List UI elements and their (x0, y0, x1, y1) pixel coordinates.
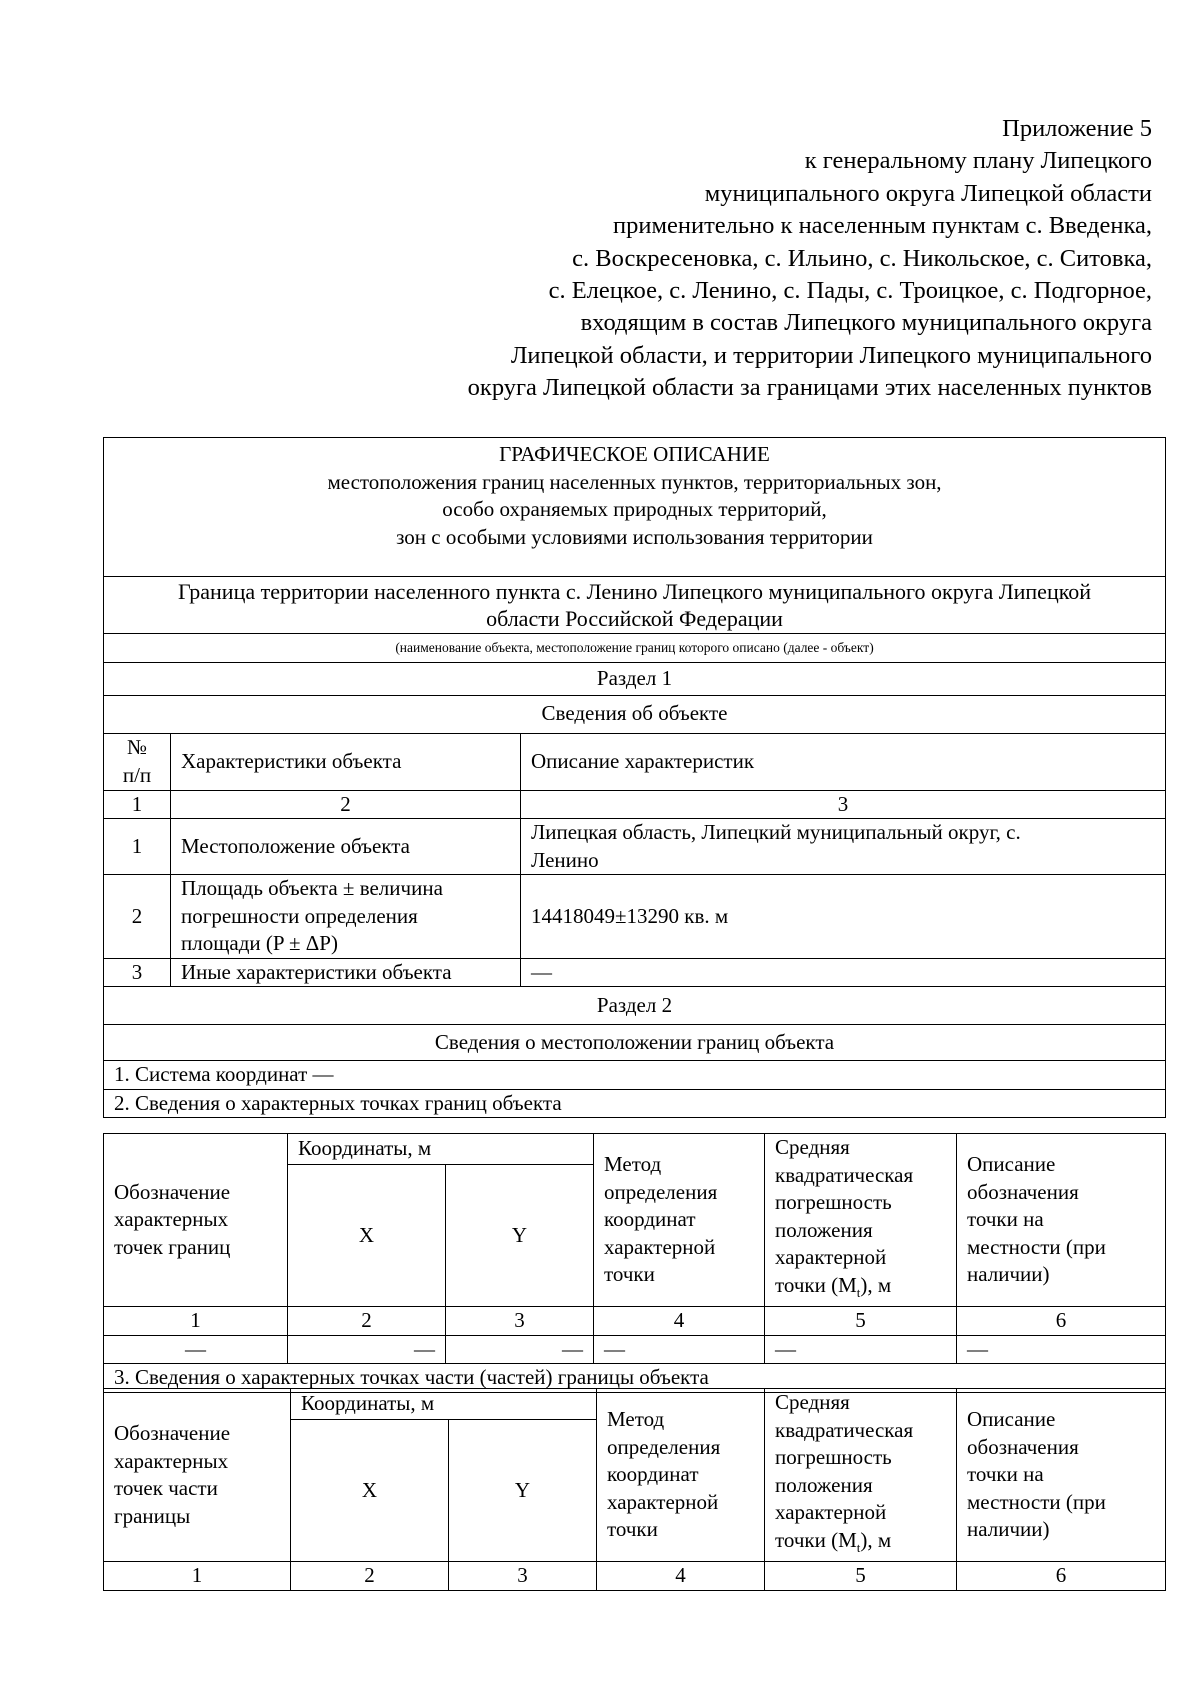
cell-line: Описание (967, 1407, 1056, 1432)
header-line: Липецкой области, и территории Липецкого муниципального (510, 341, 1152, 369)
col-number: 2 (171, 790, 521, 819)
cell: — (104, 1335, 288, 1364)
cell: — (446, 1335, 594, 1364)
cell-line: Обозначение (114, 1421, 231, 1446)
appendix-header (468, 113, 1152, 405)
cell-line: квадратическая (775, 1162, 914, 1187)
row-num: 3 (104, 958, 171, 987)
subscript: t (856, 1539, 861, 1555)
cell-line: Описание (967, 1152, 1056, 1177)
cell-line: характерных (114, 1207, 229, 1232)
cell-line: точки на (967, 1462, 1044, 1487)
cell-line: Средняя (775, 1135, 850, 1159)
cell-line: квадратическая (775, 1417, 914, 1442)
col-number: 2 (288, 1307, 446, 1336)
text: точки (M (775, 1272, 857, 1297)
section1-heading: Раздел 1 (104, 662, 1166, 695)
cell-line: точки (607, 1517, 658, 1542)
cell-line: Иные характеристики объекта (181, 959, 452, 984)
title-sub-line: местоположения границ населенных пунктов, территориальных зон, (327, 469, 942, 494)
cell-line: местности (при (967, 1234, 1106, 1259)
cell-line: характерной (607, 1489, 719, 1514)
text: ), м (860, 1527, 892, 1552)
header-line: к генеральному плану Липецкого (804, 147, 1152, 175)
header-num-line: № (126, 735, 148, 759)
part-points-table (103, 1388, 1166, 1591)
section1-subheading: Сведения об объекте (104, 695, 1166, 733)
col-number: 6 (957, 1307, 1166, 1336)
cell-line (775, 1272, 946, 1307)
object-name-line: области Российской Федерации (486, 606, 783, 631)
method-header (597, 1389, 765, 1562)
row-description (521, 958, 1166, 987)
row-num: 1 (104, 819, 171, 875)
col-number: 5 (765, 1307, 957, 1336)
desc-header (957, 1389, 1166, 1562)
subscript: t (856, 1284, 861, 1300)
cell-line: наличии) (967, 1517, 1050, 1542)
col-number: 3 (521, 790, 1166, 819)
coords-header: Координаты, м (288, 1134, 594, 1165)
points-col1-header (104, 1134, 288, 1307)
cell: — (765, 1335, 957, 1364)
document-title (104, 438, 1166, 577)
cell-line: наличии) (967, 1262, 1050, 1287)
row-characteristic (171, 875, 521, 959)
cell-line: характерной (775, 1245, 887, 1269)
cell-line (775, 1527, 946, 1562)
header-description: Описание характеристик (521, 733, 1166, 790)
cell-line: Площадь объекта ± величина (181, 876, 443, 900)
cell-line: обозначения (967, 1179, 1079, 1204)
cell-line: погрешности определения (181, 903, 418, 928)
desc-header (957, 1134, 1166, 1307)
col-number: 1 (104, 790, 171, 819)
cell-line: определения (607, 1434, 721, 1459)
header-line: с. Воскресеновка, с. Ильино, с. Никольское, с. Ситовка, (572, 244, 1152, 272)
title-sub-line: зон с особыми условиями использования территории (396, 524, 873, 549)
table-row (104, 958, 1166, 987)
cell-line: Местоположение объекта (181, 833, 411, 858)
section2-subheading: Сведения о местоположении границ объекта (104, 1025, 1166, 1061)
section2-heading: Раздел 2 (104, 987, 1166, 1025)
cell-line: точек части (114, 1476, 218, 1501)
x-header: X (288, 1164, 446, 1306)
col-number: 3 (446, 1307, 594, 1336)
row-characteristic (171, 958, 521, 987)
error-header (765, 1389, 957, 1562)
title-sub-line: особо охраняемых природных территорий, (442, 497, 827, 521)
cell: — (957, 1335, 1166, 1364)
col-number: 2 (291, 1562, 449, 1591)
row-description (521, 819, 1166, 875)
section1-table (103, 437, 1166, 1118)
cell-line: Ленино (531, 847, 599, 872)
cell-line: Метод (607, 1407, 665, 1432)
col-number: 3 (449, 1562, 597, 1591)
col-number: 1 (104, 1562, 291, 1591)
table-row (104, 819, 1166, 875)
cell-line: координат (604, 1207, 696, 1232)
y-header: Y (449, 1419, 597, 1561)
cell-line: характерной (604, 1234, 716, 1259)
cell-line: Обозначение (114, 1179, 231, 1204)
cell-line: определения (604, 1179, 718, 1204)
cell: — (594, 1335, 765, 1364)
cell-line: положения (775, 1472, 873, 1497)
header-line: с. Елецкое, с. Ленино, с. Пады, с. Троицкое, с. Подгорное, (548, 277, 1152, 305)
header-line: Приложение 5 (1002, 115, 1152, 142)
error-header (765, 1134, 957, 1307)
object-caption: (наименование объекта, местоположение границ которого описано (далее - объект) (104, 634, 1166, 663)
y-header: Y (446, 1164, 594, 1306)
coords-header: Координаты, м (291, 1389, 597, 1420)
col-number: 5 (765, 1562, 957, 1591)
header-characteristics: Характеристики объекта (171, 733, 521, 790)
part-col1-header (104, 1389, 291, 1562)
header-line: входящим в состав Липецкого муниципального округа (580, 309, 1152, 337)
cell-line: характерных (114, 1448, 229, 1473)
cell-line: точки (604, 1262, 655, 1287)
cell-line: границы (114, 1503, 191, 1528)
cell-line: площади (P ± ΔP) (181, 931, 338, 955)
x-header: X (291, 1419, 449, 1561)
cell: — (288, 1335, 446, 1364)
cell-line: погрешность (775, 1445, 892, 1469)
method-header (594, 1134, 765, 1307)
header-num-line: п/п (122, 762, 152, 787)
coord-system: 1. Система координат — (104, 1061, 1166, 1090)
cell-line: точек границ (114, 1234, 231, 1259)
cell-line: обозначения (967, 1434, 1079, 1459)
text: ), м (860, 1272, 892, 1297)
cell-line: характерной (775, 1500, 887, 1524)
title-main: ГРАФИЧЕСКОЕ ОПИСАНИЕ (499, 442, 770, 466)
cell-line: местности (при (967, 1489, 1106, 1514)
cell-line: Липецкая область, Липецкий муниципальный округ, с. (531, 820, 1021, 844)
col-number: 1 (104, 1307, 288, 1336)
header-num (104, 733, 171, 790)
col-number: 6 (957, 1562, 1166, 1591)
table-row (104, 875, 1166, 959)
cell-line: погрешность (775, 1190, 892, 1214)
cell-line: 14418049±13290 кв. м (531, 903, 729, 928)
part-heading: 3. Сведения о характерных точках части (частей) границы объекта (104, 1364, 1166, 1393)
object-name-line: Граница территории населенного пункта с. Ленино Липецкого муниципального округа Липецкой (177, 578, 1092, 604)
row-num: 2 (104, 875, 171, 959)
col-number: 4 (594, 1307, 765, 1336)
table-row (104, 1335, 1166, 1364)
row-characteristic (171, 819, 521, 875)
header-line: округа Липецкой области за границами этих населенных пунктов (467, 374, 1152, 402)
points-heading: 2. Сведения о характерных точках границ объекта (104, 1089, 1166, 1118)
cell-line: Средняя (775, 1390, 850, 1414)
cell-line: координат (607, 1462, 699, 1487)
header-line: муниципального округа Липецкой области (704, 179, 1152, 207)
points-table (103, 1133, 1166, 1393)
object-name (104, 577, 1166, 634)
header-line: применительно к населенным пунктам с. Введенка, (613, 212, 1152, 240)
text: точки (M (775, 1527, 857, 1552)
cell-line: — (531, 959, 552, 984)
cell-line: положения (775, 1217, 873, 1242)
cell-line: точки на (967, 1207, 1044, 1232)
row-description (521, 875, 1166, 959)
col-number: 4 (597, 1562, 765, 1591)
cell-line: Метод (604, 1152, 662, 1177)
